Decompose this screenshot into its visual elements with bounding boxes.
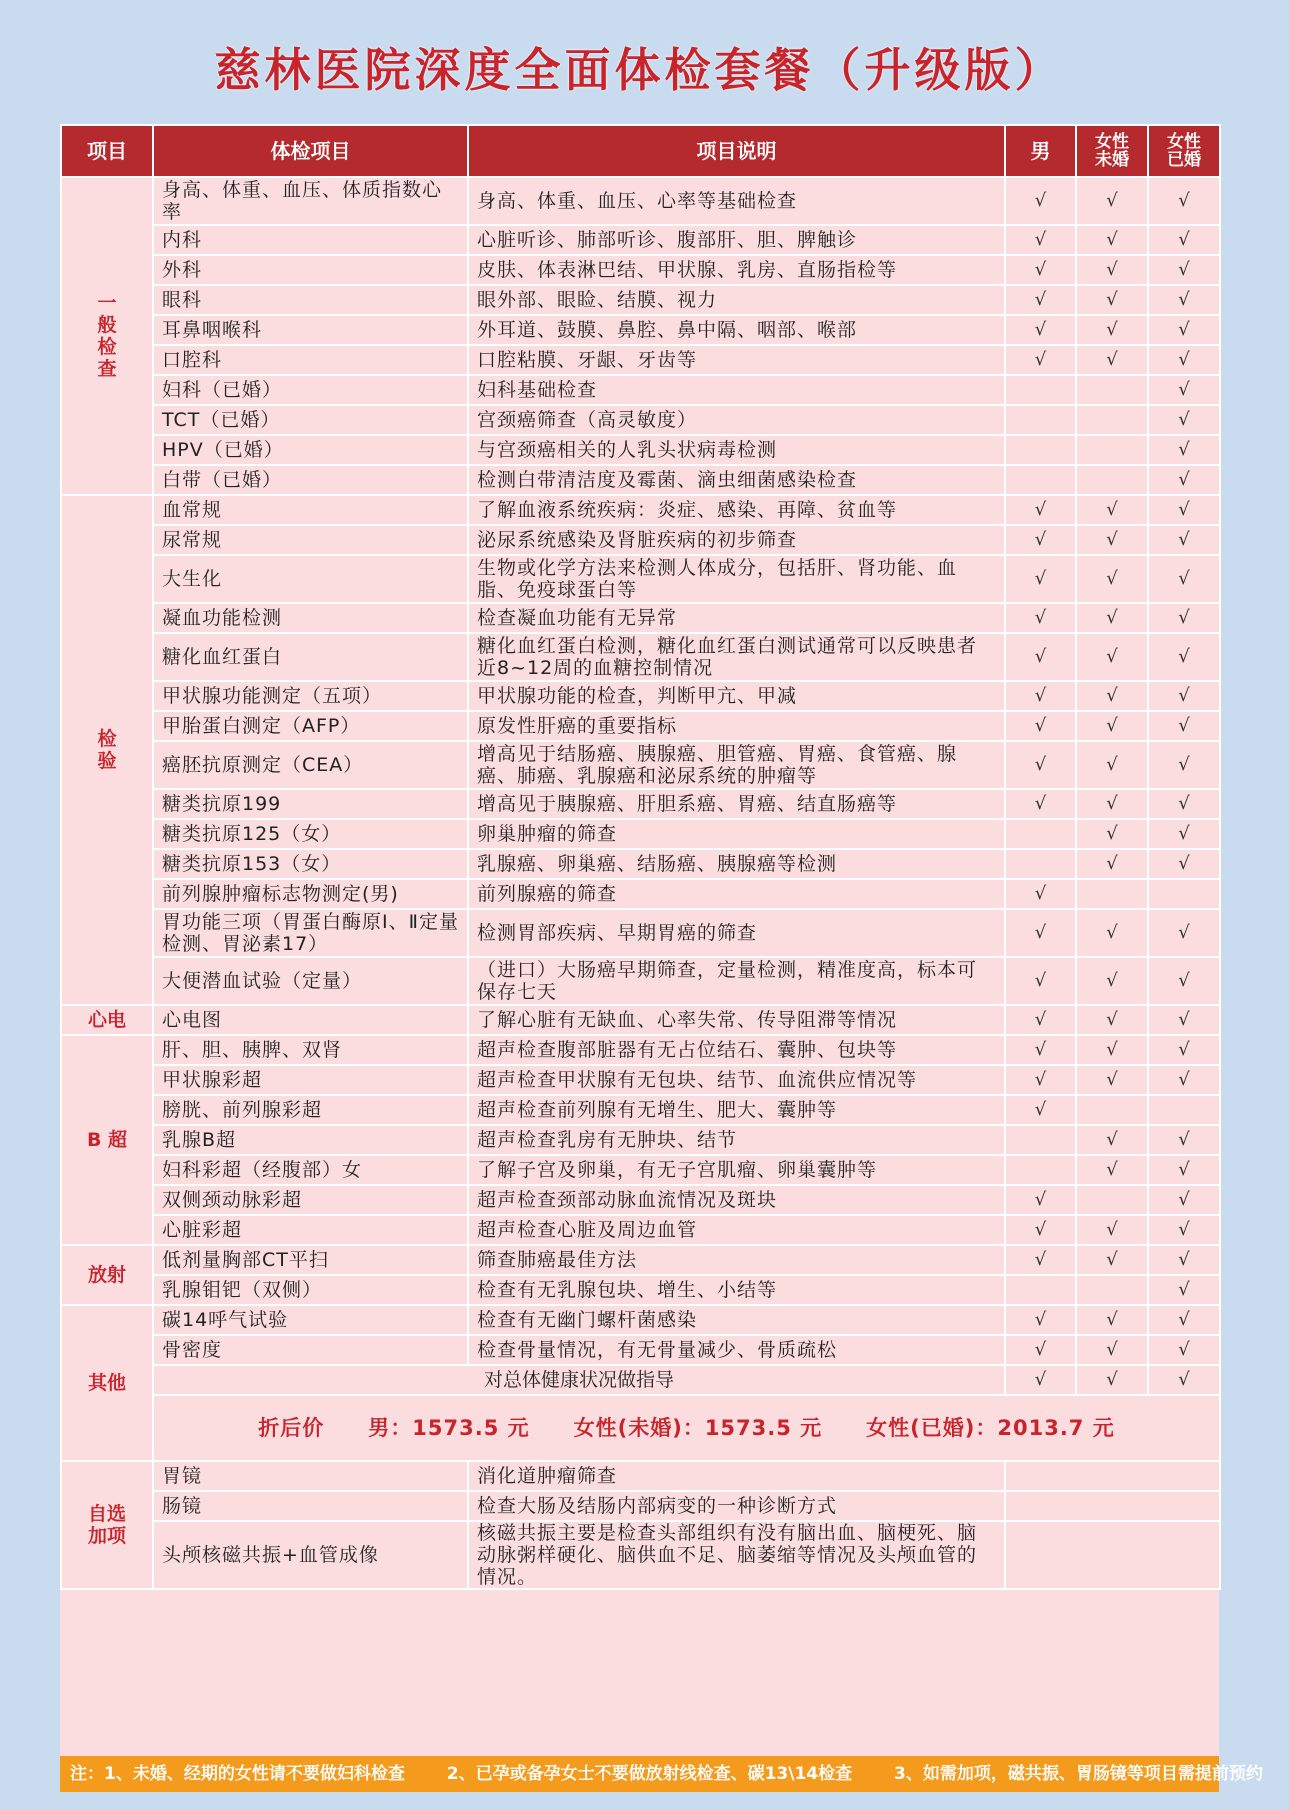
female-unmarried-check: √ (1076, 1335, 1148, 1365)
item-name: 甲胎蛋白测定（AFP） (153, 711, 468, 741)
female-married-check: √ (1148, 405, 1220, 435)
package-table (60, 124, 1221, 1590)
price-label: 折后价 (258, 1416, 325, 1440)
female-married-check: √ (1148, 789, 1220, 819)
item-description: 检查有无乳腺包块、增生、小结等 (468, 1275, 1005, 1305)
header-female-married: 女性 已婚 (1148, 125, 1220, 177)
female-married-check: √ (1148, 285, 1220, 315)
female-married-check: √ (1148, 555, 1220, 603)
item-name: TCT（已婚） (153, 405, 468, 435)
female-unmarried-check: √ (1076, 1365, 1148, 1395)
item-name: 内科 (153, 225, 468, 255)
female-unmarried-check: √ (1076, 255, 1148, 285)
item-description: 生物或化学方法来检测人体成分，包括肝、肾功能、血脂、免疫球蛋白等 (468, 555, 1005, 603)
female-unmarried-check: √ (1076, 495, 1148, 525)
female-unmarried-check: √ (1076, 1155, 1148, 1185)
item-description: 口腔粘膜、牙龈、牙齿等 (468, 345, 1005, 375)
female-married-check: √ (1148, 957, 1220, 1005)
male-check: √ (1005, 681, 1076, 711)
male-check: √ (1005, 1335, 1076, 1365)
female-unmarried-check (1076, 435, 1148, 465)
male-check: √ (1005, 633, 1076, 681)
female-unmarried-check: √ (1076, 1065, 1148, 1095)
female-unmarried-check (1076, 1275, 1148, 1305)
table-row (61, 1095, 1220, 1125)
item-name: 癌胚抗原测定（CEA） (153, 741, 468, 789)
table-row (61, 525, 1220, 555)
item-description: 超声检查甲状腺有无包块、结节、血流供应情况等 (468, 1065, 1005, 1095)
price-cell (153, 1395, 1220, 1461)
item-name: 双侧颈动脉彩超 (153, 1185, 468, 1215)
item-description: 乳腺癌、卵巢癌、结肠癌、胰腺癌等检测 (468, 849, 1005, 879)
male-check: √ (1005, 177, 1076, 225)
optional-item-name: 头颅核磁共振+血管成像 (153, 1521, 468, 1589)
guide-row (61, 1365, 1220, 1395)
female-unmarried-check: √ (1076, 555, 1148, 603)
item-description: 超声检查腹部脏器有无占位结石、囊肿、包块等 (468, 1035, 1005, 1065)
table-row (61, 741, 1220, 789)
item-description: 检查有无幽门螺杆菌感染 (468, 1305, 1005, 1335)
item-name: 肝、胆、胰脾、双肾 (153, 1035, 468, 1065)
female-married-check: √ (1148, 225, 1220, 255)
female-unmarried-check: √ (1076, 681, 1148, 711)
male-check (1005, 1155, 1076, 1185)
female-married-check: √ (1148, 741, 1220, 789)
female-married-check: √ (1148, 255, 1220, 285)
male-check: √ (1005, 255, 1076, 285)
price-row (61, 1395, 1220, 1461)
female-unmarried-check (1076, 1185, 1148, 1215)
female-unmarried-check: √ (1076, 1005, 1148, 1035)
table-row (61, 1245, 1220, 1275)
male-check: √ (1005, 1215, 1076, 1245)
table-row (61, 1155, 1220, 1185)
female-married-check: √ (1148, 1215, 1220, 1245)
item-name: 尿常规 (153, 525, 468, 555)
optional-empty (1005, 1521, 1220, 1589)
table-row (61, 345, 1220, 375)
female-married-check: √ (1148, 681, 1220, 711)
female-unmarried-check: √ (1076, 1245, 1148, 1275)
female-married-check (1148, 1095, 1220, 1125)
item-description: 与宫颈癌相关的人乳头状病毒检测 (468, 435, 1005, 465)
female-married-check: √ (1148, 1155, 1220, 1185)
optional-item-description: 核磁共振主要是检查头部组织有没有脑出血、脑梗死、脑动脉粥样硬化、脑供血不足、脑萎缩等情况及头颅血管的情况。 (468, 1521, 1005, 1589)
table-row (61, 1305, 1220, 1335)
category-other: 其他 (61, 1305, 153, 1461)
male-check: √ (1005, 345, 1076, 375)
item-description: 心脏听诊、肺部听诊、腹部肝、胆、脾触诊 (468, 225, 1005, 255)
optional-row (61, 1521, 1220, 1589)
price-male: 男：1573.5 元 (368, 1416, 530, 1440)
female-unmarried-check (1076, 405, 1148, 435)
female-married-check: √ (1148, 1335, 1220, 1365)
item-description: 增高见于胰腺癌、肝胆系癌、胃癌、结直肠癌等 (468, 789, 1005, 819)
female-unmarried-check: √ (1076, 1035, 1148, 1065)
female-unmarried-check: √ (1076, 285, 1148, 315)
guide-text: 对总体健康状况做指导 (153, 1365, 1005, 1395)
female-unmarried-check: √ (1076, 177, 1148, 225)
optional-item-description: 消化道肿瘤筛查 (468, 1461, 1005, 1491)
table-row (61, 789, 1220, 819)
category-general: 一 般 检 查 (61, 177, 153, 495)
table-row (61, 909, 1220, 957)
female-married-check: √ (1148, 849, 1220, 879)
female-married-check: √ (1148, 495, 1220, 525)
item-description: 超声检查颈部动脉血流情况及斑块 (468, 1185, 1005, 1215)
male-check: √ (1005, 1095, 1076, 1125)
table-row (61, 681, 1220, 711)
item-name: 糖类抗原199 (153, 789, 468, 819)
male-check: √ (1005, 225, 1076, 255)
female-unmarried-check: √ (1076, 603, 1148, 633)
male-check: √ (1005, 879, 1076, 909)
male-check (1005, 465, 1076, 495)
table-row (61, 555, 1220, 603)
female-married-check: √ (1148, 465, 1220, 495)
female-married-check: √ (1148, 177, 1220, 225)
table-row (61, 1065, 1220, 1095)
table-row (61, 603, 1220, 633)
item-description: 糖化血红蛋白检测，糖化血红蛋白测试通常可以反映患者近8~12周的血糖控制情况 (468, 633, 1005, 681)
table-row (61, 633, 1220, 681)
male-check: √ (1005, 1305, 1076, 1335)
item-name: 糖类抗原125（女） (153, 819, 468, 849)
male-check: √ (1005, 525, 1076, 555)
table-row (61, 435, 1220, 465)
category-bus: B 超 (61, 1035, 153, 1245)
female-unmarried-check: √ (1076, 315, 1148, 345)
female-married-check: √ (1148, 711, 1220, 741)
male-check: √ (1005, 315, 1076, 345)
item-description: 检查凝血功能有无异常 (468, 603, 1005, 633)
female-unmarried-check: √ (1076, 957, 1148, 1005)
item-description: 了解心脏有无缺血、心率失常、传导阻滞等情况 (468, 1005, 1005, 1035)
item-name: 大生化 (153, 555, 468, 603)
header-desc: 项目说明 (468, 125, 1005, 177)
item-description: 超声检查心脏及周边血管 (468, 1215, 1005, 1245)
optional-empty (1005, 1461, 1220, 1491)
female-married-check: √ (1148, 1275, 1220, 1305)
header-male: 男 (1005, 125, 1076, 177)
male-check (1005, 1125, 1076, 1155)
female-unmarried-check: √ (1076, 819, 1148, 849)
item-name: HPV（已婚） (153, 435, 468, 465)
female-unmarried-check: √ (1076, 849, 1148, 879)
table-row (61, 879, 1220, 909)
item-description: 检测白带清洁度及霉菌、滴虫细菌感染检查 (468, 465, 1005, 495)
item-description: 妇科基础检查 (468, 375, 1005, 405)
optional-item-name: 胃镜 (153, 1461, 468, 1491)
female-unmarried-check: √ (1076, 633, 1148, 681)
table-row (61, 177, 1220, 225)
item-description: 筛查肺癌最佳方法 (468, 1245, 1005, 1275)
page-title: 慈林医院深度全面体检套餐（升级版） (214, 43, 1065, 97)
male-check (1005, 405, 1076, 435)
optional-item-description: 检查大肠及结肠内部病变的一种诊断方式 (468, 1491, 1005, 1521)
item-name: 口腔科 (153, 345, 468, 375)
male-check: √ (1005, 711, 1076, 741)
table-row (61, 375, 1220, 405)
female-married-check: √ (1148, 1005, 1220, 1035)
item-description: 超声检查前列腺有无增生、肥大、囊肿等 (468, 1095, 1005, 1125)
male-check: √ (1005, 741, 1076, 789)
package-sheet (60, 124, 1219, 1792)
table-row (61, 711, 1220, 741)
male-check (1005, 819, 1076, 849)
item-name: 甲状腺彩超 (153, 1065, 468, 1095)
male-check: √ (1005, 1005, 1076, 1035)
female-unmarried-check: √ (1076, 1215, 1148, 1245)
item-name: 碳14呼气试验 (153, 1305, 468, 1335)
item-name: 凝血功能检测 (153, 603, 468, 633)
item-description: 甲状腺功能的检查，判断甲亢、甲减 (468, 681, 1005, 711)
female-married-check: √ (1148, 603, 1220, 633)
item-name: 糖化血红蛋白 (153, 633, 468, 681)
female-unmarried-check: √ (1076, 525, 1148, 555)
male-check: √ (1005, 1365, 1076, 1395)
item-description: 原发性肝癌的重要指标 (468, 711, 1005, 741)
header-category: 项目 (61, 125, 153, 177)
table-row (61, 495, 1220, 525)
table-row (61, 285, 1220, 315)
female-unmarried-check: √ (1076, 741, 1148, 789)
item-name: 心电图 (153, 1005, 468, 1035)
price-female-married: 女性(已婚)：2013.7 元 (866, 1416, 1115, 1440)
female-married-check: √ (1148, 1305, 1220, 1335)
header-row (61, 125, 1220, 177)
female-married-check: √ (1148, 819, 1220, 849)
item-name: 妇科（已婚） (153, 375, 468, 405)
table-row (61, 1185, 1220, 1215)
item-description: 皮肤、体表淋巴结、甲状腺、乳房、直肠指检等 (468, 255, 1005, 285)
male-check: √ (1005, 495, 1076, 525)
female-married-check: √ (1148, 1125, 1220, 1155)
female-married-check: √ (1148, 375, 1220, 405)
item-name: 身高、体重、血压、体质指数心率 (153, 177, 468, 225)
item-name: 血常规 (153, 495, 468, 525)
category-radiology: 放射 (61, 1245, 153, 1305)
item-name: 甲状腺功能测定（五项） (153, 681, 468, 711)
female-unmarried-check: √ (1076, 1125, 1148, 1155)
female-unmarried-check: √ (1076, 711, 1148, 741)
category-optional: 自选 加项 (61, 1461, 153, 1589)
female-married-check: √ (1148, 1245, 1220, 1275)
table-row (61, 957, 1220, 1005)
optional-row (61, 1461, 1220, 1491)
header-item: 体检项目 (153, 125, 468, 177)
note-2: 2、已孕或备孕女士不要做放射线检查、碳13\14检查 (446, 1764, 853, 1784)
item-name: 白带（已婚） (153, 465, 468, 495)
item-name: 糖类抗原153（女） (153, 849, 468, 879)
optional-item-name: 肠镜 (153, 1491, 468, 1521)
table-row (61, 405, 1220, 435)
table-row (61, 315, 1220, 345)
header-female-unmarried: 女性 未婚 (1076, 125, 1148, 177)
male-check: √ (1005, 957, 1076, 1005)
item-name: 大便潜血试验（定量） (153, 957, 468, 1005)
item-name: 低剂量胸部CT平扫 (153, 1245, 468, 1275)
item-description: （进口）大肠癌早期筛查，定量检测，精准度高，标本可保存七天 (468, 957, 1005, 1005)
item-name: 妇科彩超（经腹部）女 (153, 1155, 468, 1185)
item-name: 心脏彩超 (153, 1215, 468, 1245)
item-name: 骨密度 (153, 1335, 468, 1365)
female-married-check: √ (1148, 345, 1220, 375)
male-check: √ (1005, 285, 1076, 315)
item-description: 泌尿系统感染及肾脏疾病的初步筛查 (468, 525, 1005, 555)
female-unmarried-check: √ (1076, 225, 1148, 255)
note-1: 注：1、未婚、经期的女性请不要做妇科检查 (70, 1764, 405, 1784)
item-name: 乳腺B超 (153, 1125, 468, 1155)
female-married-check: √ (1148, 633, 1220, 681)
male-check: √ (1005, 1245, 1076, 1275)
table-row (61, 225, 1220, 255)
female-married-check: √ (1148, 525, 1220, 555)
item-description: 眼外部、眼睑、结膜、视力 (468, 285, 1005, 315)
female-married-check: √ (1148, 909, 1220, 957)
item-description: 外耳道、鼓膜、鼻腔、鼻中隔、咽部、喉部 (468, 315, 1005, 345)
male-check (1005, 375, 1076, 405)
item-name: 乳腺钼钯（双侧） (153, 1275, 468, 1305)
table-row (61, 465, 1220, 495)
footer-notes (60, 1756, 1263, 1792)
female-unmarried-check: √ (1076, 789, 1148, 819)
table-row (61, 1215, 1220, 1245)
item-description: 检查骨量情况，有无骨量减少、骨质疏松 (468, 1335, 1005, 1365)
female-unmarried-check (1076, 465, 1148, 495)
female-unmarried-check: √ (1076, 1305, 1148, 1335)
female-married-check: √ (1148, 1185, 1220, 1215)
item-name: 胃功能三项（胃蛋白酶原Ⅰ、Ⅱ定量检测、胃泌素17） (153, 909, 468, 957)
table-row (61, 1005, 1220, 1035)
female-married-check: √ (1148, 435, 1220, 465)
male-check: √ (1005, 1185, 1076, 1215)
male-check (1005, 1275, 1076, 1305)
item-name: 耳鼻咽喉科 (153, 315, 468, 345)
table-row (61, 1275, 1220, 1305)
table-row (61, 1125, 1220, 1155)
male-check: √ (1005, 603, 1076, 633)
female-married-check: √ (1148, 315, 1220, 345)
table-row (61, 1035, 1220, 1065)
item-name: 膀胱、前列腺彩超 (153, 1095, 468, 1125)
female-unmarried-check (1076, 879, 1148, 909)
category-ecg: 心电 (61, 1005, 153, 1035)
item-description: 检测胃部疾病、早期胃癌的筛查 (468, 909, 1005, 957)
table-row (61, 1335, 1220, 1365)
item-description: 宫颈癌筛查（高灵敏度） (468, 405, 1005, 435)
item-description: 增高见于结肠癌、胰腺癌、胆管癌、胃癌、食管癌、腺癌、肺癌、乳腺癌和泌尿系统的肿瘤等 (468, 741, 1005, 789)
item-description: 超声检查乳房有无肿块、结节 (468, 1125, 1005, 1155)
item-name: 前列腺肿瘤标志物测定(男) (153, 879, 468, 909)
male-check: √ (1005, 1035, 1076, 1065)
female-unmarried-check (1076, 1095, 1148, 1125)
item-description: 身高、体重、血压、心率等基础检查 (468, 177, 1005, 225)
female-unmarried-check: √ (1076, 345, 1148, 375)
male-check (1005, 435, 1076, 465)
male-check: √ (1005, 1065, 1076, 1095)
optional-row (61, 1491, 1220, 1521)
note-3: 3、如需加项，磁共振、胃肠镜等项目需提前预约 (894, 1764, 1263, 1784)
female-married-check: √ (1148, 1035, 1220, 1065)
optional-empty (1005, 1491, 1220, 1521)
female-married-check: √ (1148, 1365, 1220, 1395)
item-description: 了解血液系统疾病：炎症、感染、再障、贫血等 (468, 495, 1005, 525)
male-check: √ (1005, 789, 1076, 819)
female-unmarried-check (1076, 375, 1148, 405)
item-name: 外科 (153, 255, 468, 285)
male-check (1005, 849, 1076, 879)
item-description: 前列腺癌的筛查 (468, 879, 1005, 909)
female-married-check (1148, 879, 1220, 909)
table-row (61, 819, 1220, 849)
table-row (61, 255, 1220, 285)
female-unmarried-check: √ (1076, 909, 1148, 957)
item-name: 眼科 (153, 285, 468, 315)
male-check: √ (1005, 555, 1076, 603)
price-female-unmarried: 女性(未婚)：1573.5 元 (573, 1416, 823, 1440)
female-married-check: √ (1148, 1065, 1220, 1095)
item-description: 了解子宫及卵巢，有无子宫肌瘤、卵巢囊肿等 (468, 1155, 1005, 1185)
table-row (61, 849, 1220, 879)
male-check: √ (1005, 909, 1076, 957)
item-description: 卵巢肿瘤的筛查 (468, 819, 1005, 849)
category-lab: 检 验 (61, 495, 153, 1005)
